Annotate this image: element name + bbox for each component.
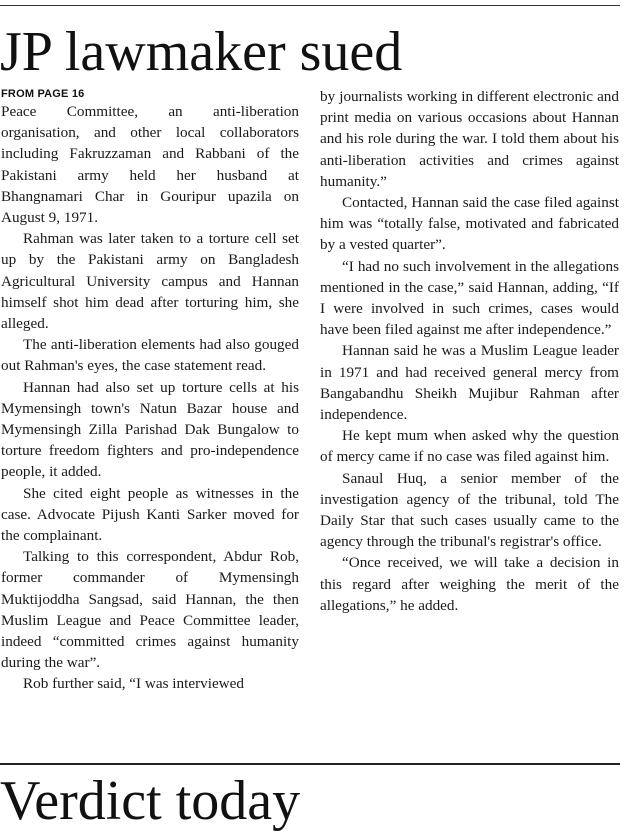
paragraph-8: by journalists working in different electronic and print media on various occasions about Hannan and his role during the war. I told them about his anti-liberation activities and crimes against humanity.”: [320, 88, 619, 190]
paragraph-6: Talking to this correspondent, Abdur Rob, former commander of Mymensingh Muktijoddha Sangsad, said Hannan, the then Muslim League and Peace Committee leader, indeed “committed crimes against humanity during the war”.: [1, 548, 299, 672]
article-column-right: [320, 86, 619, 616]
paragraph-3: The anti-liberation elements had also gouged out Rahman's eyes, the case statement read.: [1, 336, 299, 375]
article-headline: JP lawmaker sued: [0, 21, 403, 83]
continuation-kicker: FROM PAGE 16: [1, 88, 85, 100]
paragraph-10: “I had no such involvement in the allegations mentioned in the case,” said Hannan, adding, “If I were involved in such crimes, cases would have been filed against me after independence.”: [320, 257, 619, 339]
paragraph-5: She cited eight people as witnesses in the case. Advocate Pijush Kanti Sarker moved for the complainant.: [1, 484, 299, 545]
top-rule: [0, 5, 620, 6]
paragraph-9: Contacted, Hannan said the case filed against him was “totally false, motivated and fabricated by a vested quarter”.: [320, 194, 619, 254]
paragraph-7: Rob further said, “I was interviewed: [23, 675, 244, 693]
next-article-headline: [0, 770, 301, 832]
paragraph-12: He kept mum when asked why the question of mercy came if no case was filed against him.: [320, 427, 619, 466]
article-column-left: [1, 86, 299, 695]
bottom-rule: [0, 763, 620, 765]
paragraph-13: Sanaul Huq, a senior member of the investigation agency of the tribunal, told The Daily Star that such cases usually came to the agency through the tribunal's registrar's office.: [320, 469, 619, 551]
paragraph-11: Hannan said he was a Muslim League leader in 1971 and had received general mercy from Bangabandhu Sheikh Mujibur Rahman after independence.: [320, 342, 619, 424]
paragraph-2: Rahman was later taken to a torture cell set up by the Pakistani army on Bangladesh Agricultural University campus and Hannan himself shot him dead after torturing him, she alleged.: [1, 230, 299, 333]
paragraph-14: “Once received, we will take a decision in this regard after weighing the merit of the allegations,” he added.: [320, 554, 619, 614]
paragraph-1: Peace Committee, an anti-liberation organisation, and other local collaborators including Fakruzzaman and Rabbani of the Pakistani army held her husband at Bhangnamari Char in Gouripur upazila on August 9, 1971.: [1, 103, 299, 227]
paragraph-4: Hannan had also set up torture cells at his Mymensingh town's Natun Bazar house and Mymensingh Zilla Parishad Dak Bungalow to torture freedom fighters and pro-independence people, it added.: [1, 378, 299, 481]
next-article-headline-text: Verdict today: [0, 770, 301, 832]
